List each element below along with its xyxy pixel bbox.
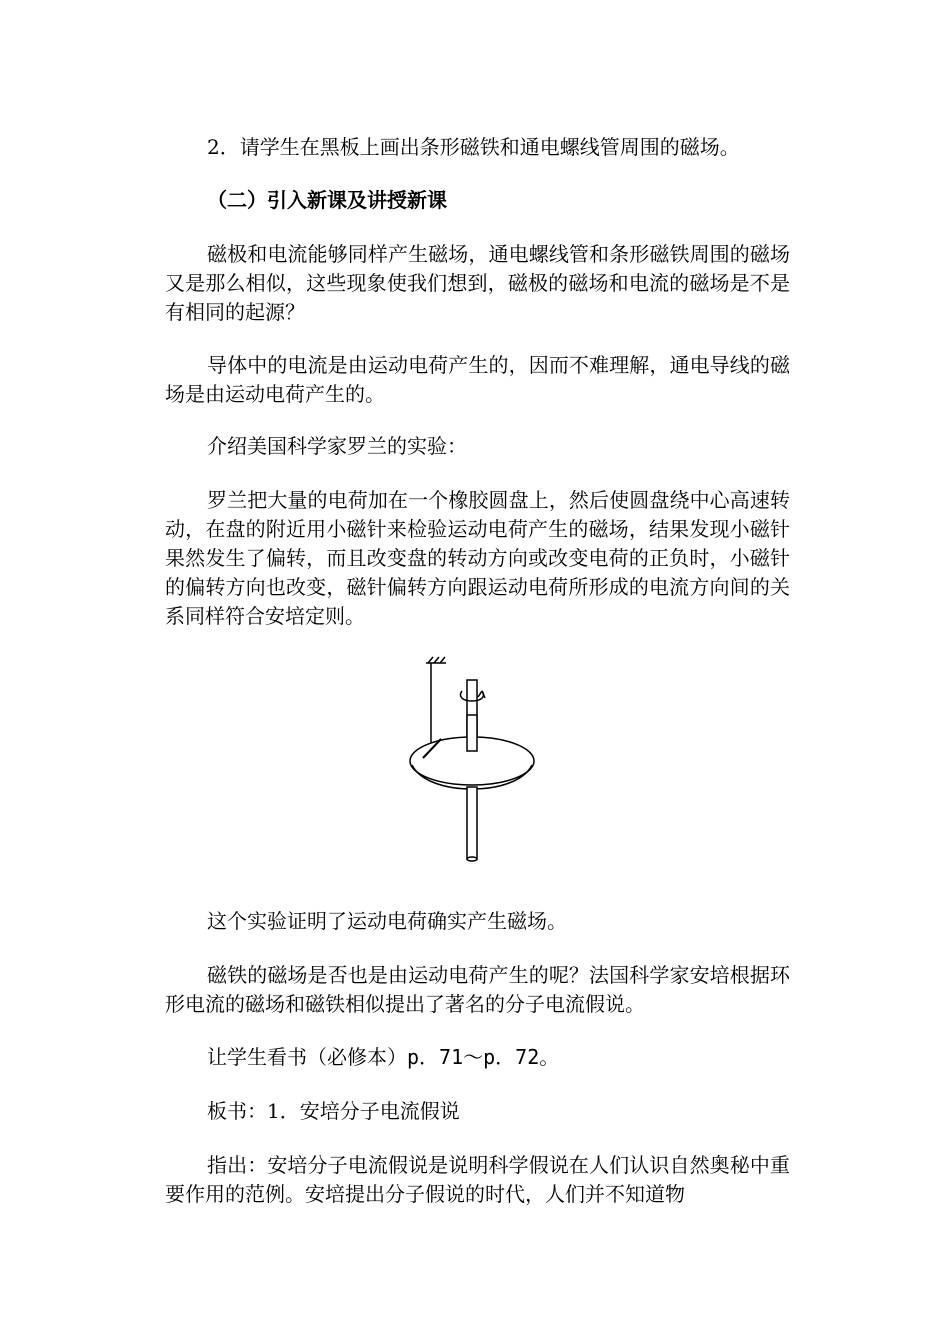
rowland-disk-figure xyxy=(400,655,560,867)
paragraph-read-book: 让学生看书（必修本）p．71～p．72。 xyxy=(207,1045,560,1069)
paragraph-task-2: 2．请学生在黑板上画出条形磁铁和通电螺线管周围的磁场。 xyxy=(207,135,740,159)
paragraph-rowland-intro: 介绍美国科学家罗兰的实验： xyxy=(207,434,467,458)
paragraph-ampere-hypothesis: 磁铁的磁场是否也是由运动电荷产生的呢？法国科学家安培根据环形电流的磁场和磁铁相似提出了著名的分子电流假说。 xyxy=(165,963,790,1016)
paragraph-magnetic-origin: 磁极和电流能够同样产生磁场，通电螺线管和条形磁铁周围的磁场又是那么相似，这些现象使我们想到，磁极的磁场和电流的磁场是不是有相同的起源？ xyxy=(165,242,790,324)
section-heading: （二）引入新课及讲授新课 xyxy=(207,188,447,212)
paragraph-conductor-current: 导体中的电流是由运动电荷产生的，因而不难理解，通电导线的磁场是由运动电荷产生的。 xyxy=(165,353,790,406)
paragraph-point-out: 指出：安培分子电流假说是说明科学假说在人们认识自然奥秘中重要作用的范例。安培提出分子假说的时代，人们并不知道物 xyxy=(165,1153,790,1206)
paragraph-conclusion: 这个实验证明了运动电荷确实产生磁场。 xyxy=(207,909,567,933)
lower-axle xyxy=(467,787,477,859)
paragraph-rowland-experiment: 罗兰把大量的电荷加在一个橡胶圆盘上，然后使圆盘绕中心高速转动，在盘的附近用小磁针来检验运动电荷产生的磁场，结果发现小磁针果然发生了偏转，而且改变盘的转动方向或改变电荷的正负时，小磁针的偏转方向也改变，磁针偏转方向跟运动电荷所形成的电流方向间的关系同样符合安培定则。 xyxy=(165,488,790,628)
paragraph-blackboard: 板书：1．安培分子电流假说 xyxy=(207,1099,460,1123)
